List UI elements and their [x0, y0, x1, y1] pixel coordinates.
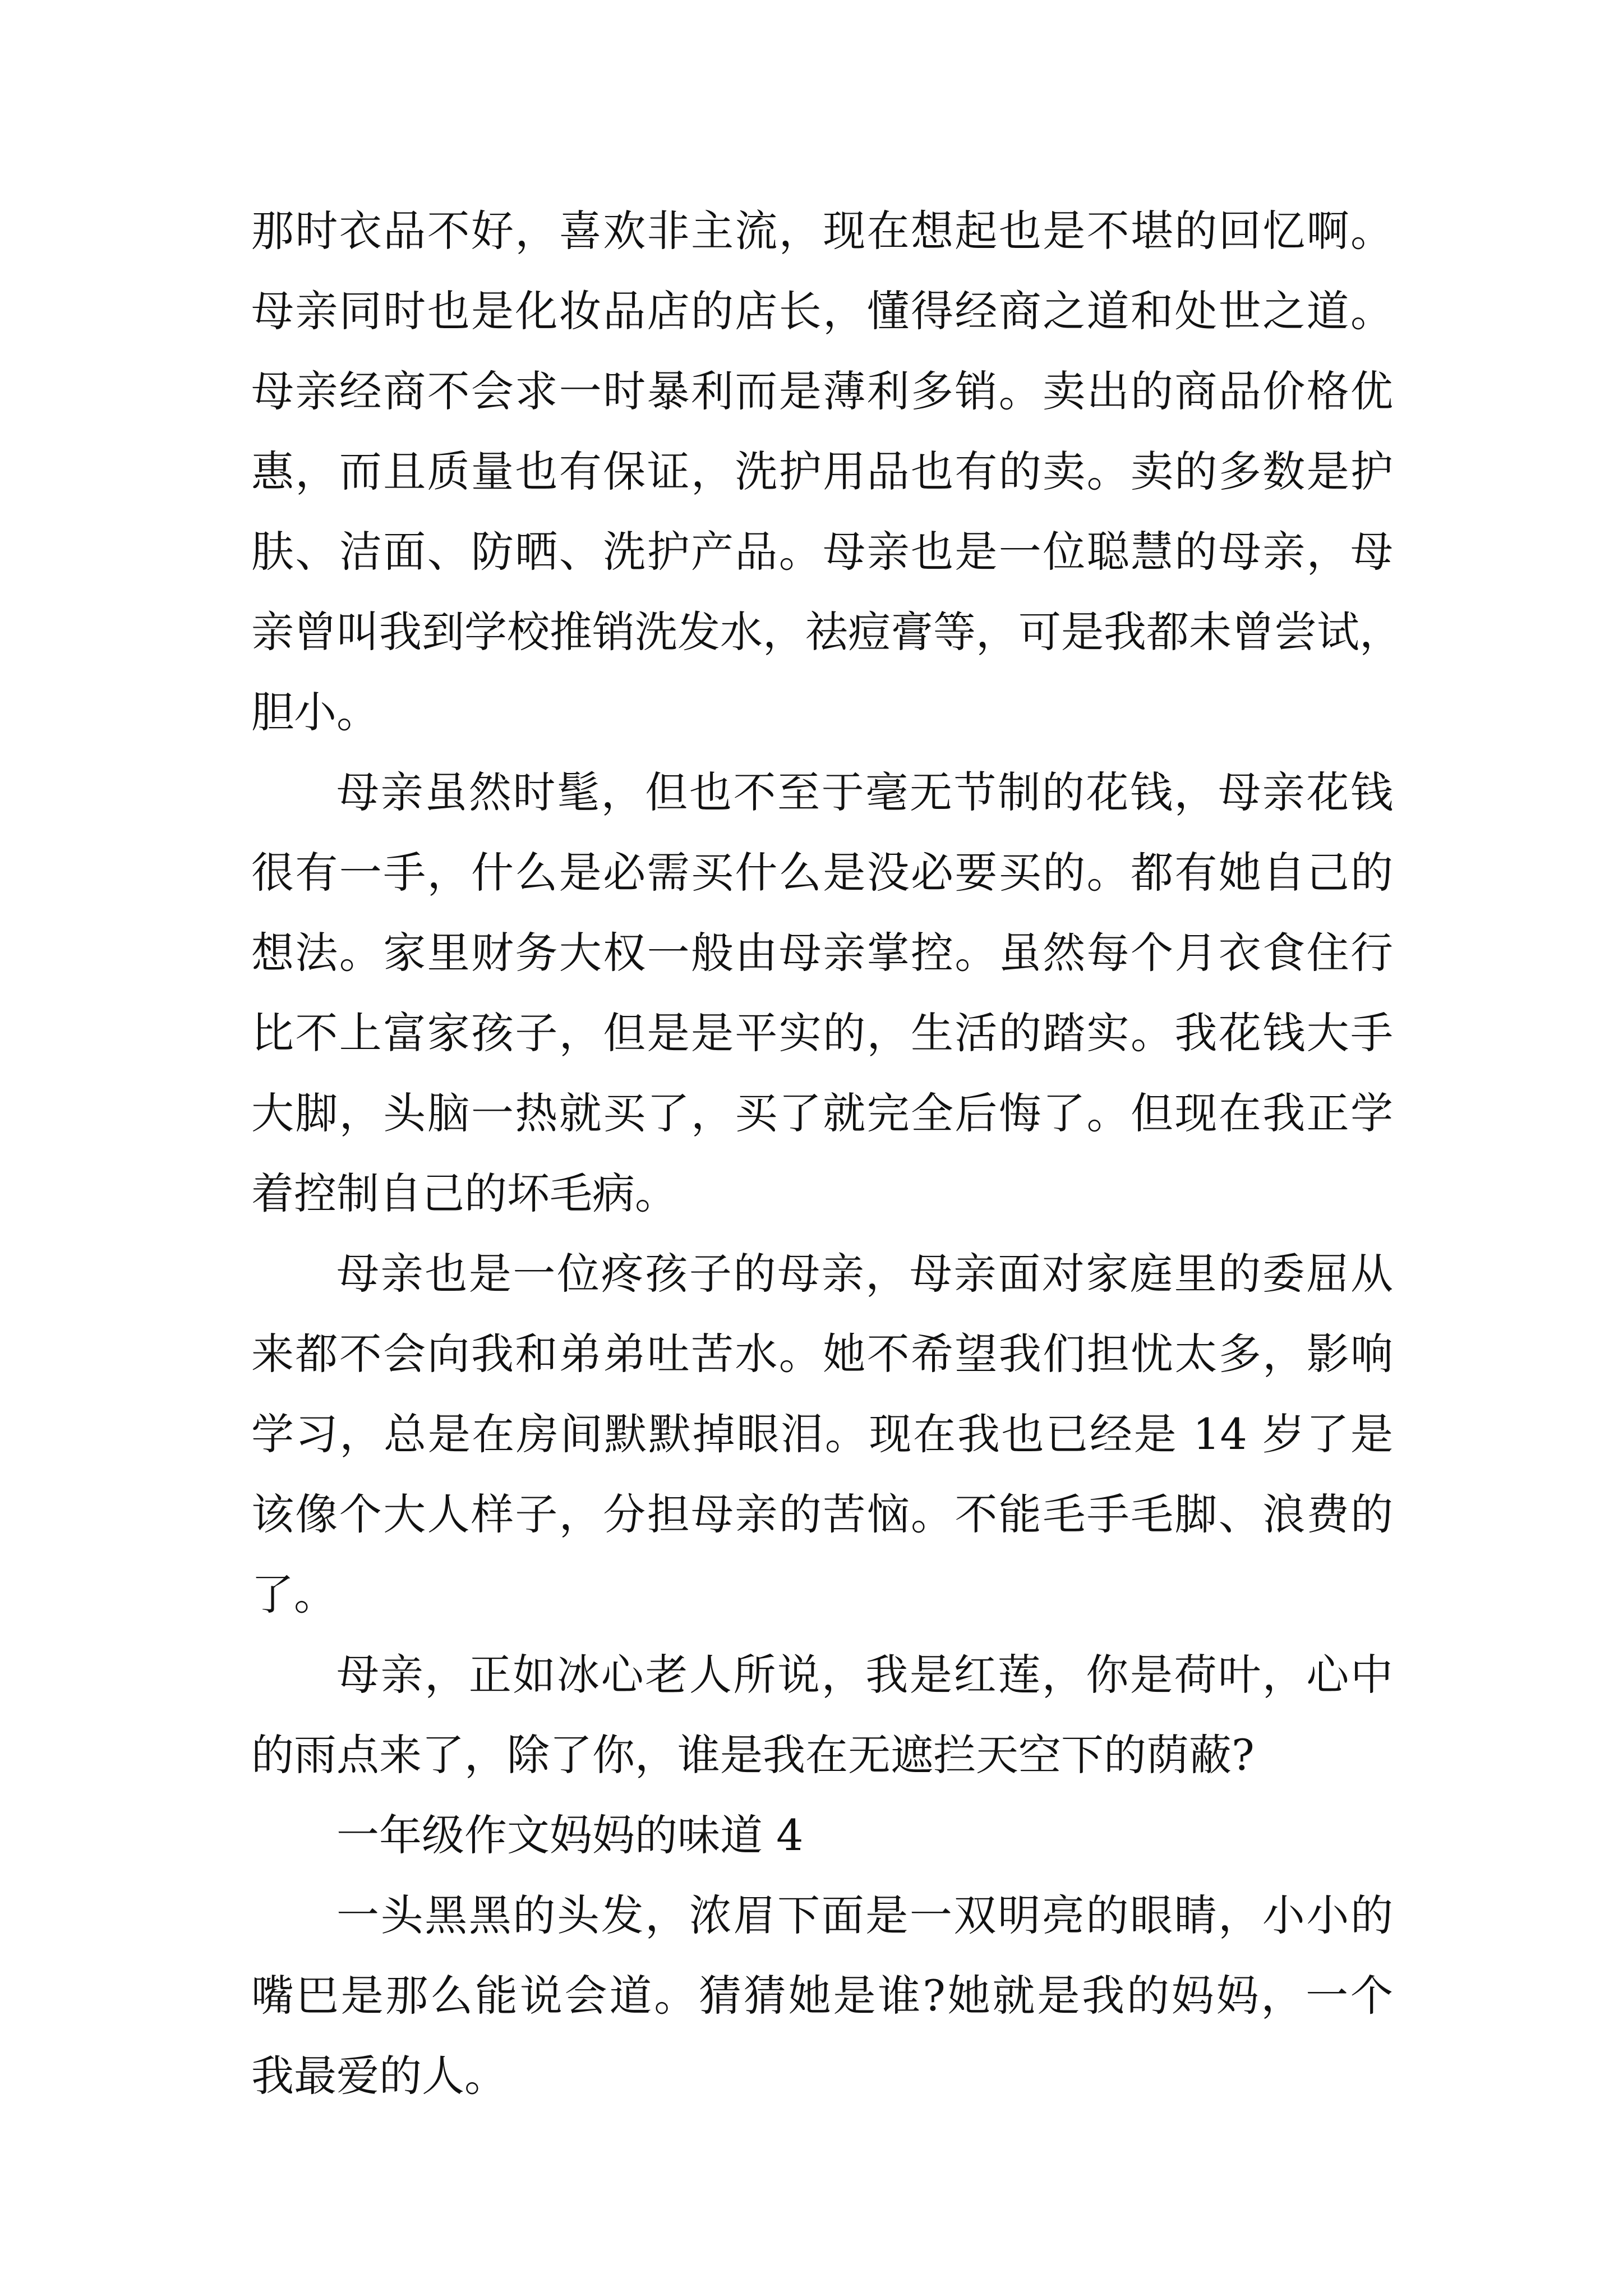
paragraph — [251, 191, 1402, 752]
text-line: 母亲经商不会求一时暴利而是薄利多销。卖出的商品价格优 — [251, 366, 1393, 416]
text-line: 亲曾叫我到学校推销洗发水，祛痘膏等，可是我都未曾尝试， — [251, 607, 1402, 657]
text-line: 该像个大人样子，分担母亲的苦恼。不能毛手毛脚、浪费的 — [251, 1489, 1393, 1539]
text-line: 着控制自己的坏毛病。 — [251, 1168, 677, 1218]
text-line: 母亲同时也是化妆品店的店长，懂得经商之道和处世之道。 — [251, 286, 1393, 336]
text-line: 大脚，头脑一热就买了，买了就完全后悔了。但现在我正学 — [251, 1088, 1393, 1138]
paragraph — [251, 1234, 1393, 1635]
heading-line: 一年级作文妈妈的味道 4 — [336, 1810, 804, 1860]
document-page — [251, 191, 1402, 2116]
text-line: 我最爱的人。 — [251, 2051, 507, 2101]
text-line: 母亲也是一位疼孩子的母亲，母亲面对家庭里的委屈从 — [336, 1249, 1393, 1299]
text-line: 了。 — [251, 1570, 336, 1619]
text-line: 的雨点来了，除了你，谁是我在无遮拦天空下的荫蔽? — [251, 1730, 1255, 1780]
paragraph — [251, 752, 1393, 1234]
text-line: 嘴巴是那么能说会道。猜猜她是谁?她就是我的妈妈，一个 — [251, 1971, 1393, 2021]
paragraph — [251, 1635, 1393, 1795]
text-line: 想法。家里财务大权一般由母亲掌控。虽然每个月衣食住行 — [251, 928, 1393, 978]
text-line: 比不上富家孩子，但是是平实的，生活的踏实。我花钱大手 — [251, 1008, 1393, 1058]
text-line: 一头黑黑的头发，浓眉下面是一双明亮的眼睛，小小的 — [336, 1890, 1393, 1940]
text-line: 肤、洁面、防晒、洗护产品。母亲也是一位聪慧的母亲，母 — [251, 527, 1393, 577]
text-line: 学习，总是在房间默默掉眼泪。现在我也已经是 14 岁了是 — [251, 1409, 1393, 1459]
section-heading — [251, 1795, 1393, 1875]
text-line: 那时衣品不好，喜欢非主流，现在想起也是不堪的回忆啊。 — [251, 206, 1393, 256]
text-line: 惠，而且质量也有保证，洗护用品也有的卖。卖的多数是护 — [251, 447, 1393, 496]
paragraph — [251, 1875, 1393, 2116]
text-line: 母亲，正如冰心老人所说，我是红莲，你是荷叶，心中 — [336, 1650, 1393, 1700]
text-line: 很有一手，什么是必需买什么是没必要买的。都有她自己的 — [251, 848, 1393, 898]
text-line: 母亲虽然时髦，但也不至于毫无节制的花钱，母亲花钱 — [336, 767, 1393, 817]
text-line: 胆小。 — [251, 687, 379, 737]
text-line: 来都不会向我和弟弟吐苦水。她不希望我们担忧太多，影响 — [251, 1329, 1393, 1379]
